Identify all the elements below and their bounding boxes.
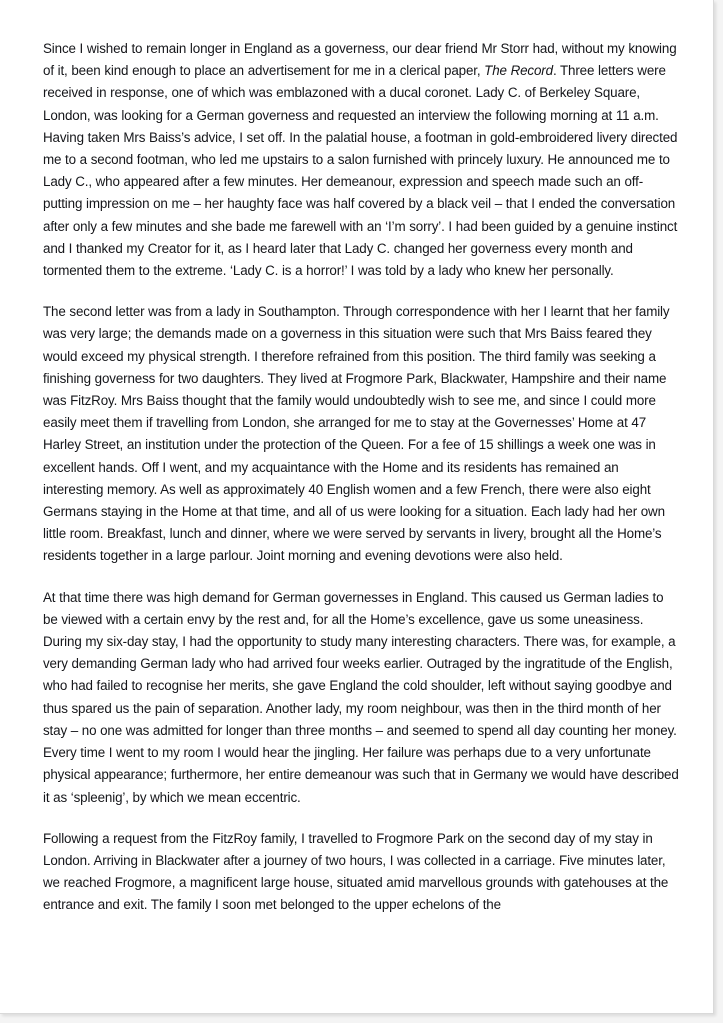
paragraph-1 (43, 38, 681, 282)
paragraph-4: Following a request from the FitzRoy family, I travelled to Frogmore Park on the second day of my stay in London. Arriving in Blackwater after a journey of two hours, I was collected in a carriage. Five minutes later, we reached Frogmore, a magnificent large house, situated amid marvellous grounds with gatehouses at the entrance and exit. The family I soon met belonged to the upper echelons of the (43, 830, 669, 913)
paragraph-3: At that time there was high demand for German governesses in England. This caused us German ladies to be viewed with a certain envy by the rest and, for all the Home’s excellence, gave us some uneasiness. During my six-day stay, I had the opportunity to study many interesting characters. There was, for example, a very demanding German lady who had arrived four weeks earlier. Outraged by the ingratitude of the English, who had failed to recognise her merits, she gave England the cold shoulder, left without saying goodbye and thus spared us the pain of separation. Another lady, my room neighbour, was then in the third month of her stay – no one was admitted for longer than three months – and seemed to spend all day counting her money. Every time I went to my room I would hear the jingling. Her failure was perhaps due to a very unfortunate physical appearance; furthermore, her entire demeanour was such that in Germany we would have described it as ‘spleenig’, by which we mean eccentric. (43, 589, 679, 805)
paragraph-1-text-before-italic: Since I wished to remain longer in England as a governess, our dear friend Mr Storr had, without my knowing of it, been kind enough to place an advertisement for me in a clerical paper, (43, 41, 677, 79)
paragraph-2: The second letter was from a lady in Southampton. Through correspondence with her I learnt that her family was very large; the demands made on a governess in this situation were such that Mrs Baiss feared they would exceed my physical strength. I therefore refrained from this position. The third family was seeking a finishing governess for two daughters. They lived at Frogmore Park, Blackwater, Hampshire and their name was FitzRoy. Mrs Baiss thought that the family would undoubtedly wish to see me, and since I could more easily meet them if travelling from London, she arranged for me to stay at the Governesses’ Home at 47 Harley Street, an institution under the protection of the Queen. For a fee of 15 shillings a week one was in excellent hands. Off I went, and my acquaintance with the Home and its residents has remained an interesting memory. As well as approximately 40 English women and a few French, there were also eight Germans staying in the Home at that time, and all of us were looking for a situation. Each lady had her own little room. Breakfast, lunch and dinner, where we were served by servants in livery, brought all the Home’s residents together in a large parlour. Joint morning and evening devotions were also held. (43, 304, 670, 564)
paragraph-1-text-after-italic: . Three letters were received in response, one of which was emblazoned with a ducal coronet. Lady C. of Berkeley Square, London, was looking for a German governess and requested an interview the following morning at 11 a.m. Having taken Mrs Baiss’s advice, I set off. In the palatial house, a footman in gold-embroidered livery directed me to a second footman, who led me upstairs to a salon furnished with princely luxury. He announced me to Lady C., who appeared after a few minutes. Her demeanour, expression and speech made such an off-putting impression on me – her haughty face was half covered by a black veil – that I ended the conversation after only a few minutes and she bade me farewell with an ‘I’m sorry’. I had been guided by a genuine instinct and I thanked my Creator for it, as I heard later that Lady C. changed her governess every month and tormented them to the extreme. ‘Lady C. is a horror!’ I was told by a lady who knew her personally. (43, 63, 678, 279)
publication-title-italic: The Record (484, 63, 553, 79)
document-text-body (43, 38, 681, 917)
